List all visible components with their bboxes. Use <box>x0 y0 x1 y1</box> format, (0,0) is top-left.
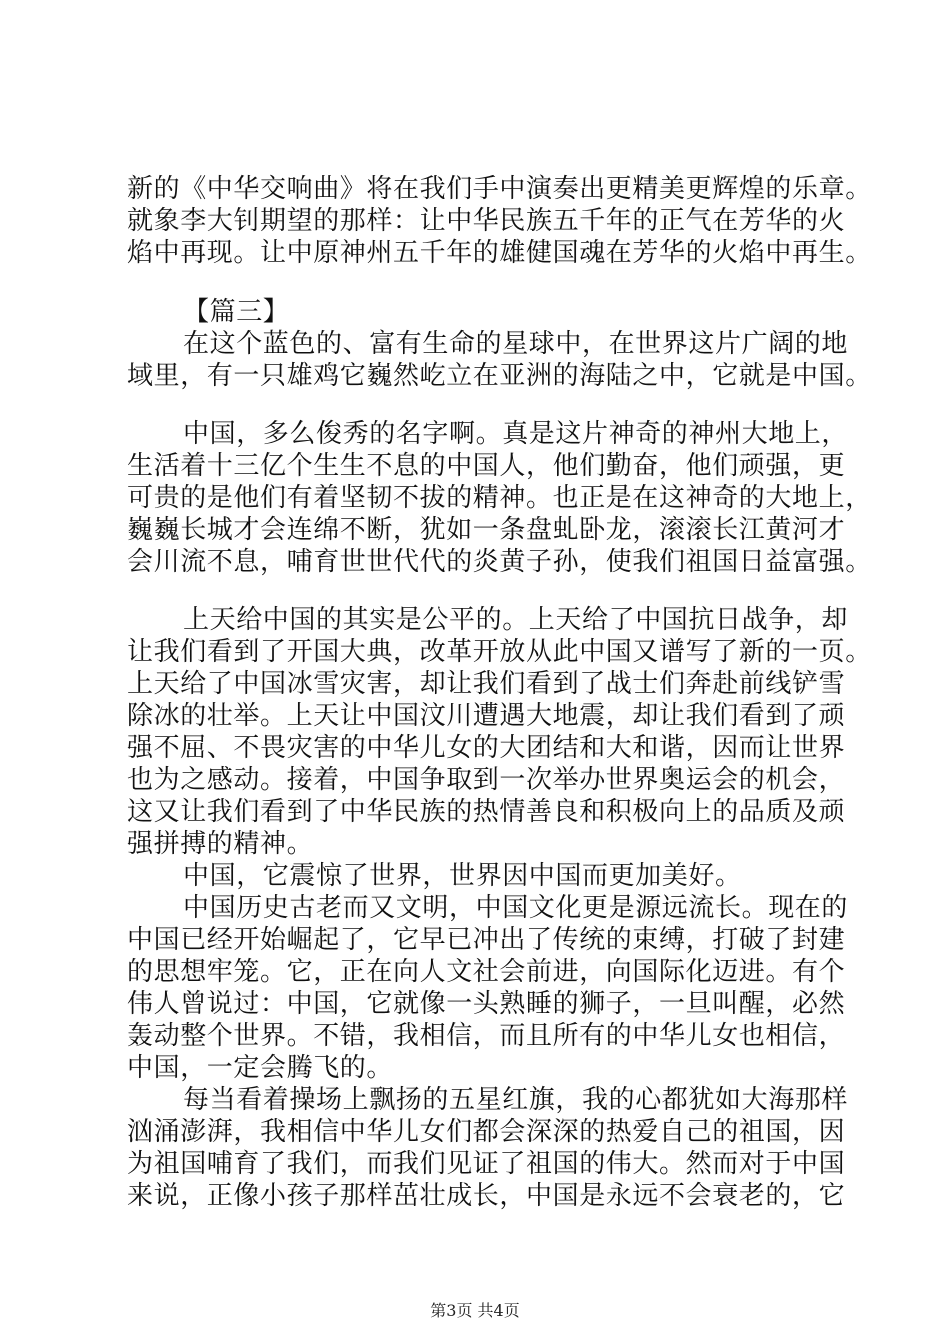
paragraph-line: 中国，一定会腾飞的。 <box>127 1053 394 1083</box>
paragraph-line: 这又让我们看到了中华民族的热情善良和积极向上的品质及顽 <box>127 797 846 827</box>
page-number-footer: 第3页 共4页 <box>430 1301 520 1320</box>
paragraph-line: 巍巍长城才会连绵不断，犹如一条盘虬卧龙，滚滚长江黄河才 <box>127 515 846 545</box>
paragraph-line: 可贵的是他们有着坚韧不拔的精神。也正是在这神奇的大地上， <box>127 483 872 513</box>
text-line: 新的《中华交响曲》将在我们手中演奏出更精美更辉煌的乐章。 <box>127 174 872 204</box>
paragraph-line: 汹涌澎湃，我相信中华儿女们都会深深的热爱自己的祖国，因 <box>127 1117 846 1147</box>
paragraph-line: 中国，多么俊秀的名字啊。真是这片神奇的神州大地上， <box>183 419 849 449</box>
paragraph-line: 中国历史古老而又文明，中国文化更是源远流长。现在的 <box>183 893 849 923</box>
paragraph-line: 强不屈、不畏灾害的中华儿女的大团结和大和谐，因而让世界 <box>127 733 846 763</box>
paragraph-line: 也为之感动。接着，中国争取到一次举办世界奥运会的机会， <box>127 765 846 795</box>
paragraph-line: 来说，正像小孩子那样茁壮成长，中国是永远不会衰老的，它 <box>127 1181 846 1211</box>
paragraph-line: 中国已经开始崛起了，它早已冲出了传统的束缚，打破了封建 <box>127 925 846 955</box>
paragraph-line: 会川流不息，哺育世世代代的炎黄子孙，使我们祖国日益富强。 <box>127 547 872 577</box>
paragraph-line: 中国，它震惊了世界，世界因中国而更加美好。 <box>183 861 742 891</box>
section-heading: 【篇三】 <box>183 297 290 327</box>
paragraph-line: 每当看着操场上飘扬的五星红旗，我的心都犹如大海那样 <box>183 1085 849 1115</box>
paragraph-line: 在这个蓝色的、富有生命的星球中，在世界这片广阔的地 <box>183 329 849 359</box>
paragraph-line: 上天给中国的其实是公平的。上天给了中国抗日战争，却 <box>183 605 849 635</box>
paragraph-line: 为祖国哺育了我们，而我们见证了祖国的伟大。然而对于中国 <box>127 1149 846 1179</box>
text-line: 就象李大钊期望的那样：让中华民族五千年的正气在芳华的火 <box>127 206 846 236</box>
paragraph-line: 上天给了中国冰雪灾害，却让我们看到了战士们奔赴前线铲雪 <box>127 669 846 699</box>
paragraph-line: 的思想牢笼。它，正在向人文社会前进，向国际化迈进。有个 <box>127 957 846 987</box>
paragraph-line: 强拼搏的精神。 <box>127 829 314 859</box>
paragraph-line: 让我们看到了开国大典，改革开放从此中国又谱写了新的一页。 <box>127 637 872 667</box>
paragraph-line: 域里，有一只雄鸡它巍然屹立在亚洲的海陆之中，它就是中国。 <box>127 361 872 391</box>
paragraph-line: 生活着十三亿个生生不息的中国人，他们勤奋，他们顽强，更 <box>127 451 846 481</box>
paragraph-line: 除冰的壮举。上天让中国汶川遭遇大地震，却让我们看到了顽 <box>127 701 846 731</box>
paragraph-line: 轰动整个世界。不错，我相信，而且所有的中华儿女也相信， <box>127 1021 846 1051</box>
text-line: 焰中再现。让中原神州五千年的雄健国魂在芳华的火焰中再生。 <box>127 238 872 268</box>
paragraph-line: 伟人曾说过：中国，它就像一头熟睡的狮子，一旦叫醒，必然 <box>127 989 846 1019</box>
